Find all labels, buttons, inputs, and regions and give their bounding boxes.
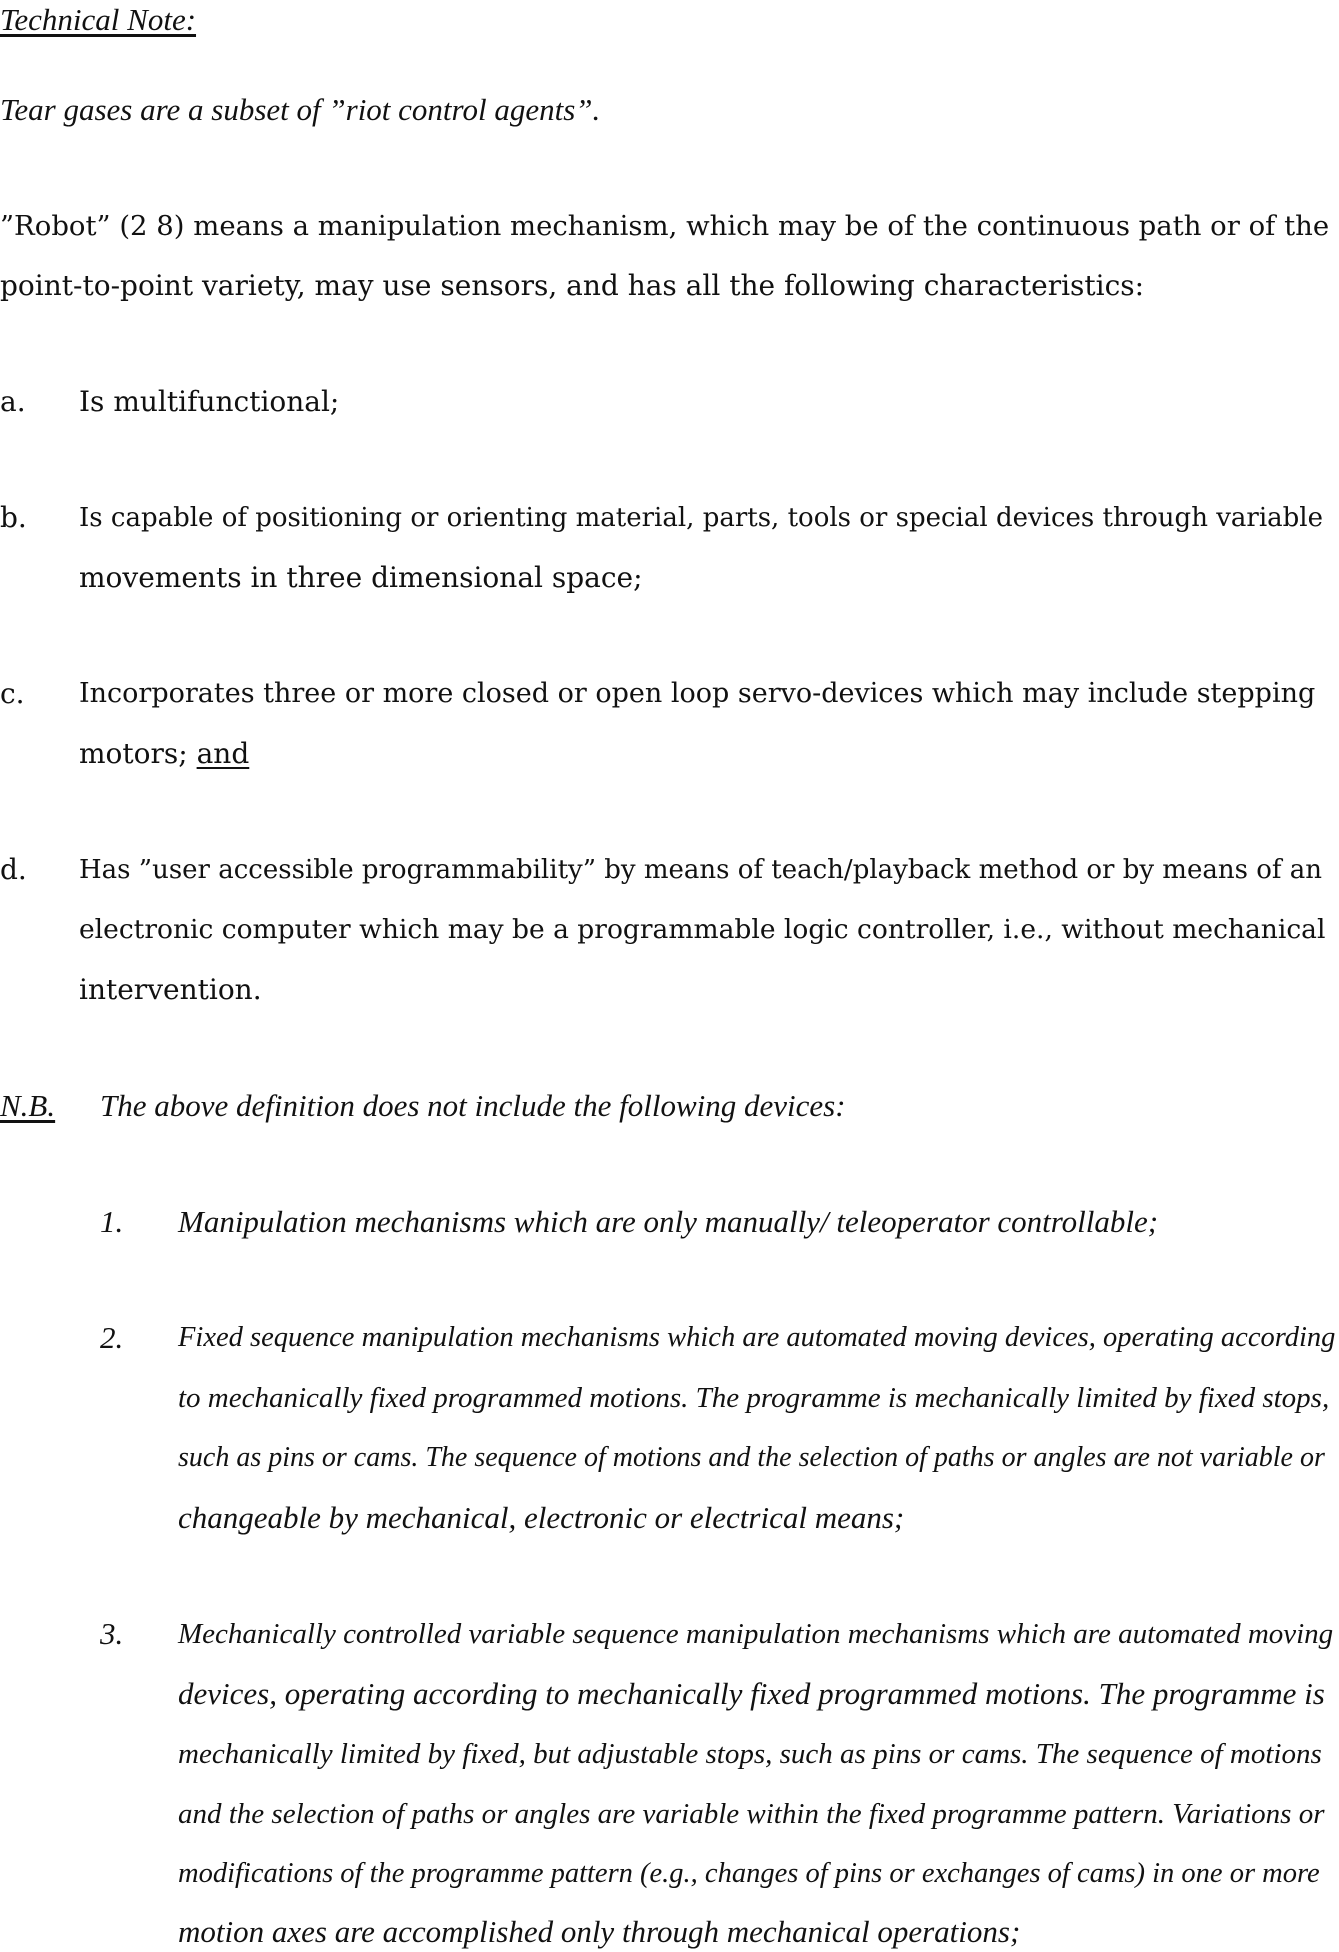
item-b-label: b. bbox=[0, 501, 27, 534]
nb-item-3-line-2: devices, operating according to mechanically fixed programmed motions. The programme is bbox=[178, 1676, 1325, 1711]
item-d-label: d. bbox=[0, 853, 27, 886]
nb-item-3-line-4: and the selection of paths or angles are variable within the fixed programme pattern. Variations or bbox=[178, 1798, 1325, 1830]
definition-intro-line-2: point-to-point variety, may use sensors, and has all the following characteristics: bbox=[0, 269, 1145, 302]
item-c-underlined-and: and bbox=[196, 737, 250, 770]
nb-item-2-line-2: to mechanically fixed programmed motions. The programme is mechanically limited by fixed stops, bbox=[178, 1382, 1330, 1414]
definition-intro-line-1: ”Robot” (2 8) means a manipulation mechanism, which may be of the continuous path or of the bbox=[0, 210, 1330, 242]
item-d-line-1: Has ”user accessible programmability” by means of teach/playback method or by means of an bbox=[79, 855, 1322, 885]
nb-item-2-line-4: changeable by mechanical, electronic or electrical means; bbox=[178, 1500, 905, 1535]
nb-item-3-label: 3. bbox=[100, 1616, 124, 1651]
item-c-line-2-text: motors; bbox=[79, 737, 197, 770]
nb-item-3-line-5: modifications of the programme pattern (e.g., changes of pins or exchanges of cams) in one or more bbox=[178, 1858, 1320, 1889]
item-d-line-2: electronic computer which may be a programmable logic controller, i.e., without mechanical bbox=[79, 914, 1326, 945]
item-b-line-1: Is capable of positioning or orienting material, parts, tools or special devices through variable bbox=[79, 503, 1323, 533]
nb-item-2-label: 2. bbox=[100, 1320, 124, 1355]
nb-item-1-line-1: Manipulation mechanisms which are only manually/ teleoperator controllable; bbox=[178, 1204, 1159, 1239]
nb-item-3-line-1: Mechanically controlled variable sequence manipulation mechanisms which are automated moving bbox=[178, 1618, 1334, 1650]
nb-text: The above definition does not include the following devices: bbox=[100, 1088, 846, 1123]
nb-label: N.B. bbox=[0, 1088, 56, 1123]
item-d-line-3: intervention. bbox=[79, 973, 262, 1006]
technical-note-text: Tear gases are a subset of ”riot control agents”. bbox=[0, 92, 601, 127]
nb-item-3-line-3: mechanically limited by fixed, but adjustable stops, such as pins or cams. The sequence of motions bbox=[178, 1738, 1322, 1770]
item-b-line-2: movements in three dimensional space; bbox=[79, 561, 643, 594]
item-a-line-1: Is multifunctional; bbox=[79, 385, 340, 418]
item-c-line-2 bbox=[79, 736, 249, 772]
item-c-label: c. bbox=[0, 677, 25, 710]
nb-item-1-label: 1. bbox=[100, 1204, 124, 1239]
technical-note-heading: Technical Note: bbox=[0, 2, 197, 37]
item-a-label: a. bbox=[0, 385, 26, 418]
nb-item-3-line-6: motion axes are accomplished only through mechanical operations; bbox=[178, 1914, 1021, 1949]
item-c-line-1: Incorporates three or more closed or open loop servo-devices which may include stepping bbox=[79, 678, 1316, 709]
nb-item-2-line-1: Fixed sequence manipulation mechanisms which are automated moving devices, operating according bbox=[178, 1322, 1336, 1353]
nb-item-2-line-3: such as pins or cams. The sequence of motions and the selection of paths or angles are not variable or bbox=[178, 1442, 1325, 1473]
